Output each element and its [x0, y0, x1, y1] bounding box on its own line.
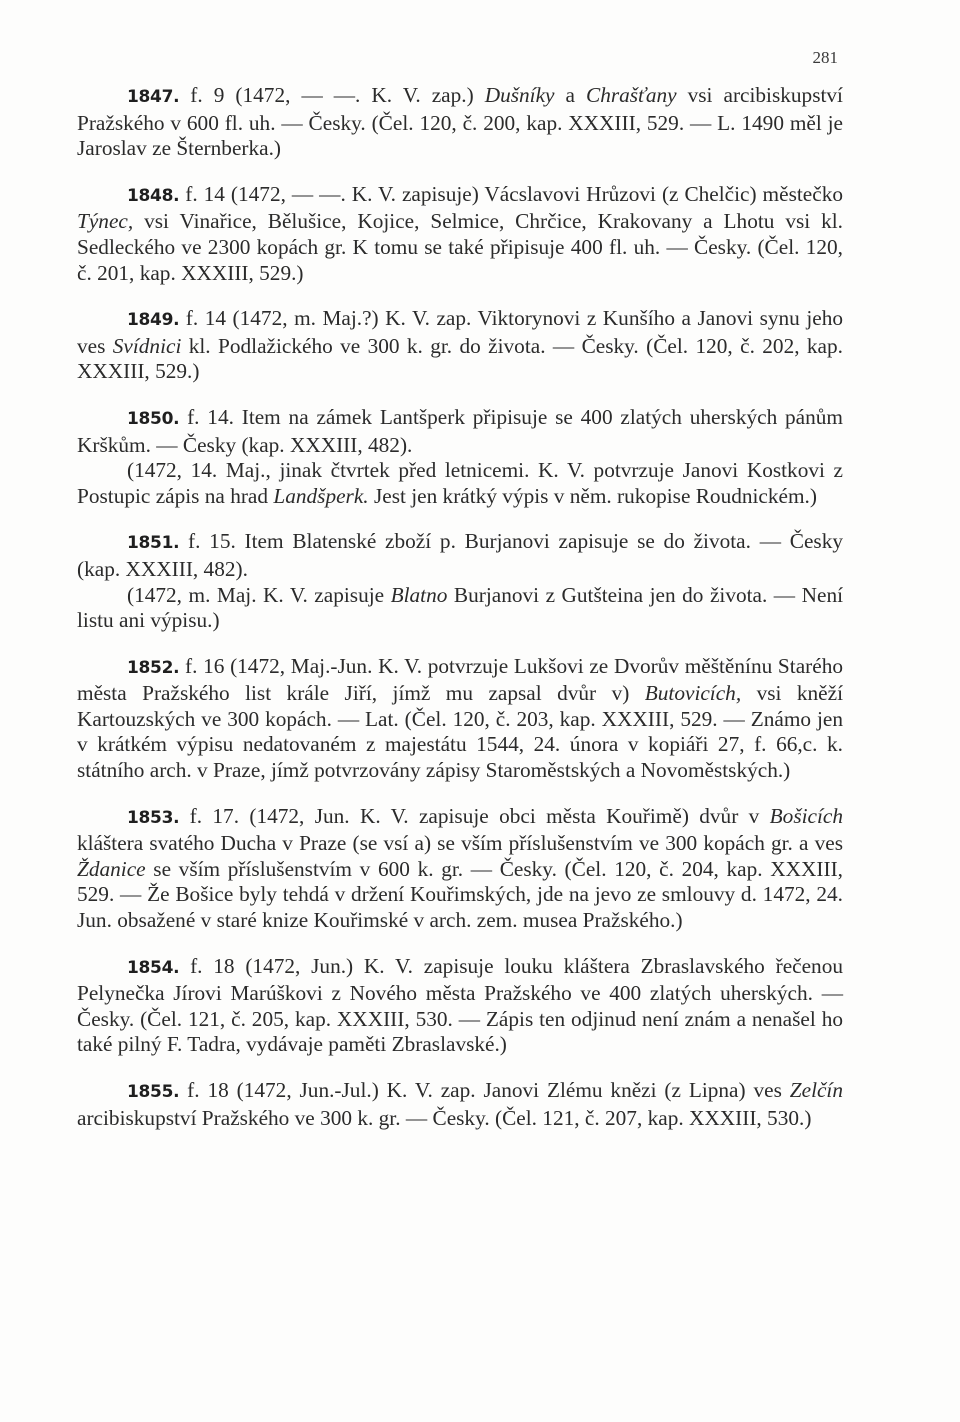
entry-number: 1848.	[127, 185, 180, 206]
place-name-italic: Týnec,	[77, 209, 134, 234]
entry-text: f. 14 (1472, m. Maj.?) K. V. zap. Viktorynovi z Kunšího a Janovi synu jeho ves	[77, 306, 843, 358]
entry-paragraph	[77, 83, 843, 162]
entry-paragraph	[77, 405, 843, 458]
entry-number: 1855.	[127, 1082, 180, 1102]
entry-text: se vším příslušenstvím v 600 k. gr. — Česky. (Čel. 120, č. 204, kap. XXXIII, 529. — Že Bošice byly tehdá v držení Kouřimských, jde na jevo ze smlouvy d. 1472, 24. Jun. obsažené v staré knize Kouřimské v arch. zem. musea Pražského.)	[77, 856, 843, 933]
entry-text: kl. Podlažického ve 300 k. gr. do života. — Česky. (Čel. 120, č. 202, kap. XXXIII, 529.)	[77, 333, 843, 384]
entry-paragraph	[77, 182, 843, 286]
entry-text: f. 16 (1472, Maj.-Jun. K. V. potvrzuje Lukšovi ze Dvorův měštěnínu Starého města Pražského list krále Jiří, jímž mu zapsal dvůr v)	[77, 653, 843, 706]
entry-text: f. 18 (1472, Jun.) K. V. zapisuje louku kláštera Zbraslavského řečenou Pelynečka Jírovi Marúškovi z Nového města Pražského ve 400 zlatých uherských. — Česky. (Čel. 121, č. 205, kap. XXXIII, 530. — Zápis ten odjinud není znám a nenašel ho také pilný F. Tadra, vydávaje paměti Zbraslavské.)	[77, 953, 843, 1057]
entry-paragraph	[77, 1078, 843, 1131]
entry-text: f. 15. Item Blatenské zboží p. Burjanovi zapisuje se do života. — Česky (kap. XXXIII, 482).	[77, 529, 843, 581]
entry-number: 1849.	[127, 310, 180, 331]
place-name-italic: Landšperk.	[273, 483, 369, 508]
place-name-italic: Zelčín	[789, 1078, 843, 1102]
entry-paragraph	[77, 306, 843, 385]
page-number: 281	[812, 48, 838, 67]
entry	[77, 405, 843, 509]
place-name-italic: Bošicích	[769, 803, 843, 828]
entry-text: arcibiskupství Pražského ve 300 k. gr. — Česky. (Čel. 121, č. 207, kap. XXXIII, 530.)	[77, 1105, 812, 1130]
entry-number: 1847.	[127, 87, 180, 107]
entry-note-paragraph	[77, 458, 843, 509]
entry-paragraph	[77, 804, 843, 934]
entry-text: kláštera svatého Ducha v Praze (se vsí a) se vším příslušenstvím ve 300 kopách gr. a ves	[77, 831, 843, 856]
place-name-italic: Blatno	[390, 582, 448, 607]
entry-text: Jest jen krátký výpis v něm. rukopise Roudnickém.)	[368, 483, 817, 508]
entry	[77, 954, 843, 1058]
entry-paragraph	[77, 529, 843, 582]
place-name-italic: Chrašťany	[586, 83, 677, 107]
entry-text: f. 9 (1472, — —. K. V. zap.)	[179, 83, 485, 107]
entry-text: vsi Vinařice, Bělušice, Kojice, Selmice, Chrčice, Krakovany a Lhotu vsi kl. Sedleckého ve 2300 kopách gr. K tomu se také připisuje 400 fl. uh. — Česky. (Čel. 120, č. 201, kap. XXXIII, 529.)	[77, 209, 843, 285]
entry-text: (1472, 14. Maj., jinak čtvrtek před letnicemi. K. V. potvrzuje Janovi Kostkovi z Postupic zápis na hrad	[77, 458, 843, 508]
entry	[77, 306, 843, 385]
entry-text: vsi kněží Kartouzských ve 300 kopách. — Lat. (Čel. 120, č. 203, kap. XXXIII, 529. — Známo jen v krátkém výpisu nedatovaném z majestátu 1544, 24. února v kopiáři 27, f. 66,c. k. státního arch. v Praze, jímž potvrzovány zápisy Staroměstských a Novoměstských.)	[77, 681, 844, 783]
entry	[77, 1078, 843, 1131]
entry-number: 1852.	[127, 657, 180, 678]
entry	[77, 182, 843, 286]
entry-number: 1853.	[127, 807, 180, 828]
place-name-italic: Ždanice	[77, 856, 146, 881]
entry-text: f. 17. (1472, Jun. K. V. zapisuje obci města Kouřimě) dvůr v	[179, 803, 770, 828]
page-body	[77, 83, 843, 1151]
entry-paragraph	[77, 954, 843, 1058]
entry	[77, 529, 843, 633]
entry-number: 1850.	[127, 408, 180, 429]
entry-text: f. 18 (1472, Jun.-Jul.) K. V. zap. Janovi Zlému knězi (z Lipna) ves	[179, 1078, 790, 1102]
entry-note-paragraph	[77, 583, 843, 634]
entry-number: 1851.	[127, 533, 180, 554]
entry-text: Burjanovi z Gutšteina jen do života. — Není listu ani výpisu.)	[77, 582, 844, 633]
entry	[77, 804, 843, 934]
place-name-italic: Dušníky	[484, 83, 555, 107]
entry-text: f. 14 (1472, — —. K. V. zapisuje) Vácslavovi Hrůzovi (z Chelčic) městečko	[179, 181, 843, 206]
entry-paragraph	[77, 654, 843, 784]
entry-text: f. 14. Item na zámek Lantšperk připisuje se 400 zlatých uherských pánům Krškům. — Česky (kap. XXXIII, 482).	[77, 404, 843, 457]
entry-text: vsi arcibiskupství Pražského v 600 fl. uh. — Česky. (Čel. 120, č. 200, kap. XXXIII, 529. — L. 1490 měl je Jaroslav ze Šternberka.)	[77, 83, 843, 161]
entry	[77, 654, 843, 784]
entry-number: 1854.	[127, 957, 180, 978]
place-name-italic: Butovicích,	[644, 681, 742, 706]
entry-text: (1472, m. Maj. K. V. zapisuje	[127, 582, 391, 607]
place-name-italic: Svídnici	[112, 333, 182, 358]
entry-text: a	[554, 83, 587, 107]
entry	[77, 83, 843, 162]
